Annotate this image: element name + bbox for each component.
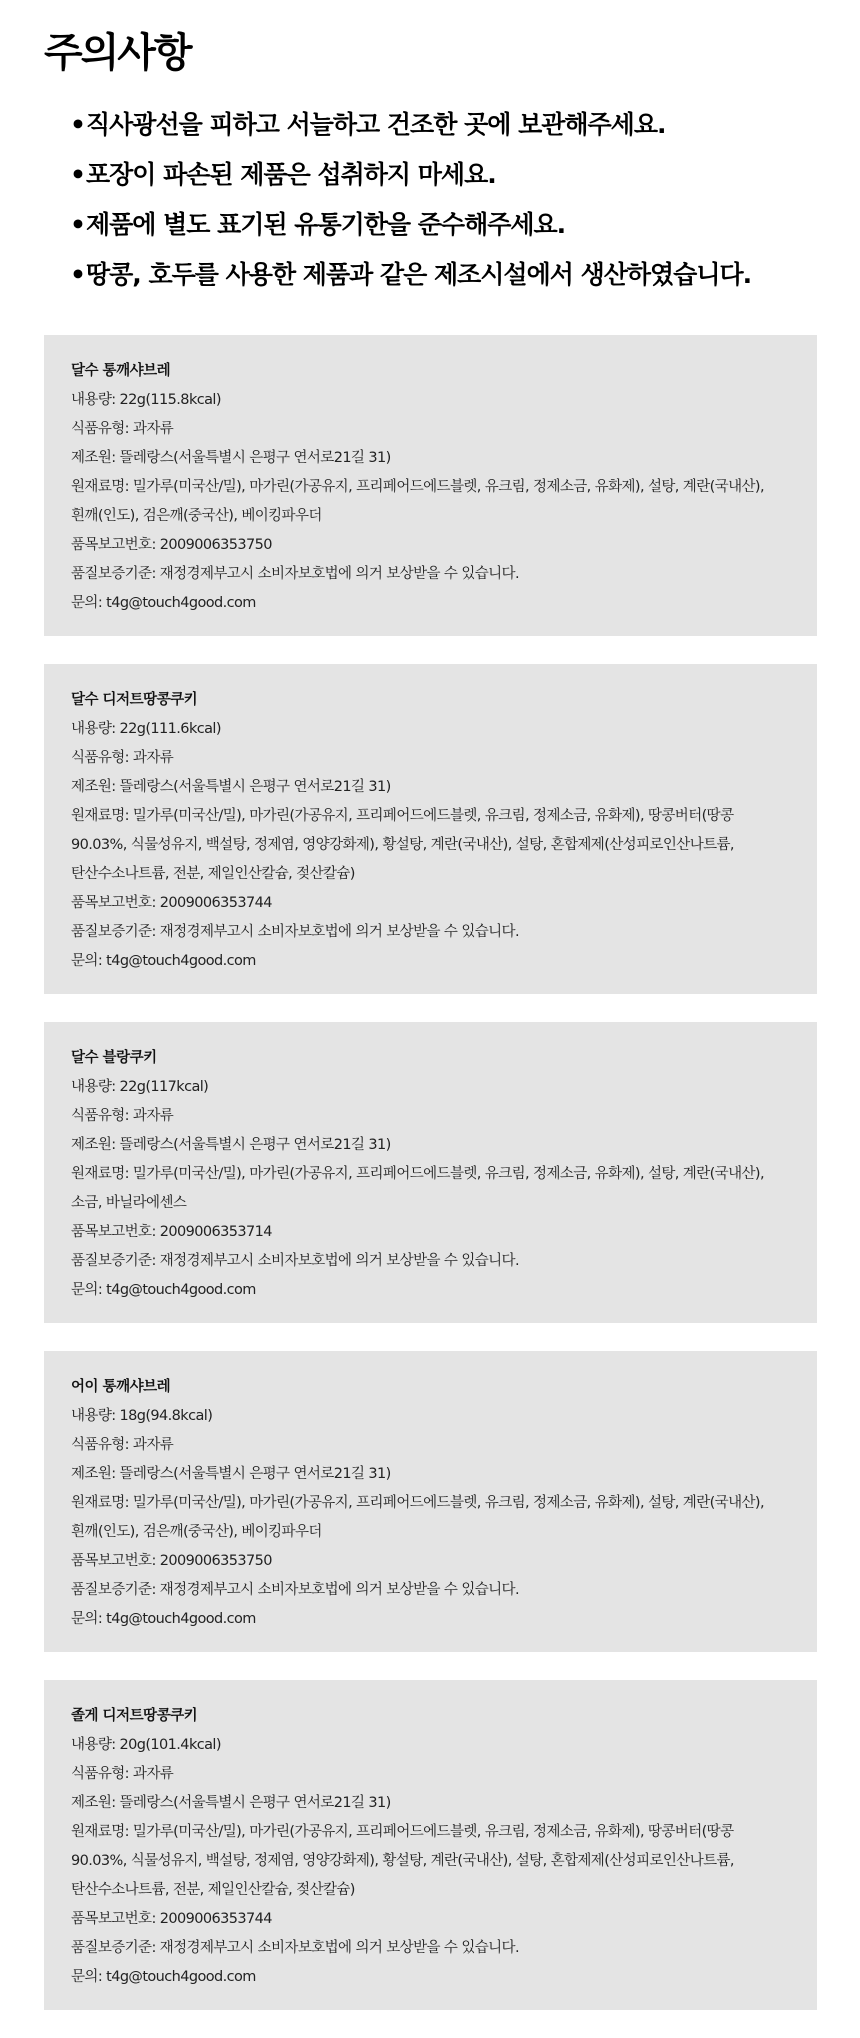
product-type: 식품유형: 과자류 xyxy=(71,1108,174,1124)
product-type: 식품유형: 과자류 xyxy=(71,1766,174,1782)
product-type: 식품유형: 과자류 xyxy=(71,421,174,437)
product-contact: 문의: t4g@touch4good.com xyxy=(71,953,256,969)
product-name: 어이 통깨샤브레 xyxy=(71,1379,171,1395)
caution-text: 제품에 별도 표기된 유통기한을 준수해주세요. xyxy=(86,210,566,239)
product-content: 내용량: 22g(115.8kcal) xyxy=(71,392,221,408)
product-maker: 제조원: 뜰레랑스(서울특별시 은평구 연서로21길 31) xyxy=(71,1137,391,1153)
product-guarantee: 품질보증기준: 재정경제부고시 소비자보호법에 의거 보상받을 수 있습니다. xyxy=(71,1940,519,1956)
bullet-icon: • xyxy=(70,210,85,239)
product-card xyxy=(44,1022,817,1323)
product-content: 내용량: 22g(117kcal) xyxy=(71,1079,209,1095)
product-maker: 제조원: 뜰레랑스(서울특별시 은평구 연서로21길 31) xyxy=(71,1466,391,1482)
product-ingredients: 원재료명: 밀가루(미국산/밀), 마가린(가공유지, 프리페어드에드블렛, 유크림, 정제소금, 유화제), 땅콩버터(땅콩 xyxy=(71,1824,734,1840)
product-content: 내용량: 20g(101.4kcal) xyxy=(71,1737,221,1753)
product-ingredients: 원재료명: 밀가루(미국산/밀), 마가린(가공유지, 프리페어드에드블렛, 유크림, 정제소금, 유화제), 땅콩버터(땅콩 xyxy=(71,808,734,824)
caution-text: 직사광선을 피하고 서늘하고 건조한 곳에 보관해주세요. xyxy=(86,110,666,139)
product-report-number: 품목보고번호: 2009006353750 xyxy=(71,537,272,553)
product-report-number: 품목보고번호: 2009006353744 xyxy=(71,1911,272,1927)
product-name: 달수 블랑쿠키 xyxy=(71,1050,157,1066)
product-ingredients: 탄산수소나트륨, 전분, 제일인산칼슘, 젖산칼슘) xyxy=(71,866,355,882)
product-contact: 문의: t4g@touch4good.com xyxy=(71,595,256,611)
product-info-list xyxy=(44,335,817,2038)
product-ingredients: 흰깨(인도), 검은깨(중국산), 베이킹파우더 xyxy=(71,1524,322,1540)
product-report-number: 품목보고번호: 2009006353714 xyxy=(71,1224,272,1240)
product-contact: 문의: t4g@touch4good.com xyxy=(71,1611,256,1627)
product-report-number: 품목보고번호: 2009006353750 xyxy=(71,1553,272,1569)
product-card xyxy=(44,1351,817,1652)
product-name: 달수 통깨샤브레 xyxy=(71,363,171,379)
caution-text: 포장이 파손된 제품은 섭취하지 마세요. xyxy=(86,160,496,189)
product-ingredients: 원재료명: 밀가루(미국산/밀), 마가린(가공유지, 프리페어드에드블렛, 유크림, 정제소금, 유화제), 설탕, 계란(국내산), xyxy=(71,1495,764,1511)
bullet-icon: • xyxy=(70,110,85,139)
product-guarantee: 품질보증기준: 재정경제부고시 소비자보호법에 의거 보상받을 수 있습니다. xyxy=(71,1582,519,1598)
product-content: 내용량: 22g(111.6kcal) xyxy=(71,721,221,737)
bullet-icon: • xyxy=(70,160,85,189)
bullet-icon: • xyxy=(70,260,85,289)
caution-item xyxy=(70,158,751,208)
product-name: 달수 디저트땅콩쿠키 xyxy=(71,692,198,708)
product-maker: 제조원: 뜰레랑스(서울특별시 은평구 연서로21길 31) xyxy=(71,779,391,795)
caution-list xyxy=(70,108,751,308)
caution-item xyxy=(70,258,751,308)
product-guarantee: 품질보증기준: 재정경제부고시 소비자보호법에 의거 보상받을 수 있습니다. xyxy=(71,924,519,940)
product-card xyxy=(44,1680,817,2010)
product-card xyxy=(44,335,817,636)
product-ingredients: 소금, 바닐라에센스 xyxy=(71,1195,187,1211)
product-ingredients: 90.03%, 식물성유지, 백설탕, 정제염, 영양강화제), 황설탕, 계란(국내산), 설탕, 혼합제제(산성피로인산나트륨, xyxy=(71,837,734,853)
product-contact: 문의: t4g@touch4good.com xyxy=(71,1969,256,1985)
product-maker: 제조원: 뜰레랑스(서울특별시 은평구 연서로21길 31) xyxy=(71,450,391,466)
product-type: 식품유형: 과자류 xyxy=(71,1437,174,1453)
page-title: 주의사항 xyxy=(44,30,191,76)
product-name: 졸게 디저트땅콩쿠키 xyxy=(71,1708,198,1724)
product-guarantee: 품질보증기준: 재정경제부고시 소비자보호법에 의거 보상받을 수 있습니다. xyxy=(71,1253,519,1269)
product-maker: 제조원: 뜰레랑스(서울특별시 은평구 연서로21길 31) xyxy=(71,1795,391,1811)
product-card xyxy=(44,664,817,994)
caution-item xyxy=(70,108,751,158)
product-ingredients: 탄산수소나트륨, 전분, 제일인산칼슘, 젖산칼슘) xyxy=(71,1882,355,1898)
caution-item xyxy=(70,208,751,258)
caution-text: 땅콩, 호두를 사용한 제품과 같은 제조시설에서 생산하였습니다. xyxy=(86,260,752,289)
product-ingredients: 원재료명: 밀가루(미국산/밀), 마가린(가공유지, 프리페어드에드블렛, 유크림, 정제소금, 유화제), 설탕, 계란(국내산), xyxy=(71,1166,764,1182)
product-contact: 문의: t4g@touch4good.com xyxy=(71,1282,256,1298)
product-type: 식품유형: 과자류 xyxy=(71,750,174,766)
product-ingredients: 90.03%, 식물성유지, 백설탕, 정제염, 영양강화제), 황설탕, 계란(국내산), 설탕, 혼합제제(산성피로인산나트륨, xyxy=(71,1853,734,1869)
product-content: 내용량: 18g(94.8kcal) xyxy=(71,1408,213,1424)
product-ingredients: 흰깨(인도), 검은깨(중국산), 베이킹파우더 xyxy=(71,508,322,524)
product-report-number: 품목보고번호: 2009006353744 xyxy=(71,895,272,911)
product-ingredients: 원재료명: 밀가루(미국산/밀), 마가린(가공유지, 프리페어드에드블렛, 유크림, 정제소금, 유화제), 설탕, 계란(국내산), xyxy=(71,479,764,495)
product-guarantee: 품질보증기준: 재정경제부고시 소비자보호법에 의거 보상받을 수 있습니다. xyxy=(71,566,519,582)
